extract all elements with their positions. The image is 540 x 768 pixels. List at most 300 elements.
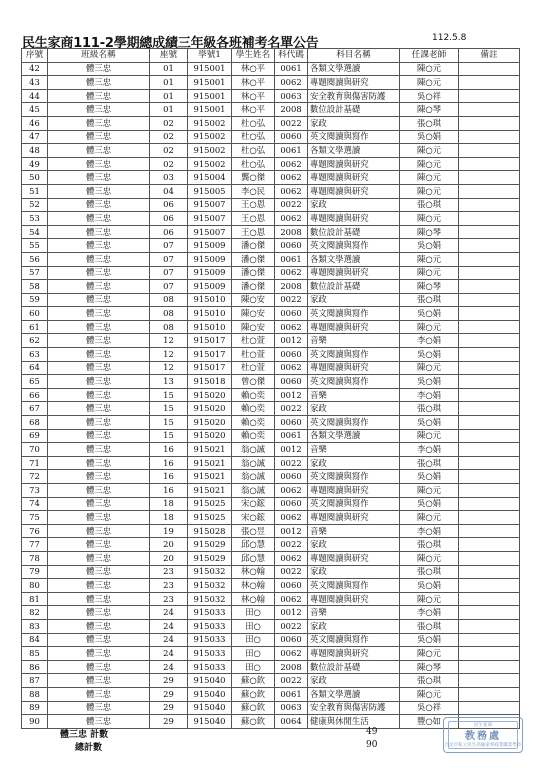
cell-class: 體三忠 (48, 456, 150, 470)
cell-subject-name: 專題閱讀與研究 (308, 361, 400, 375)
cell-subject-name: 英文閱讀與寫作 (308, 307, 400, 321)
cell-teacher: 陳○元 (400, 511, 459, 525)
cell-student-id: 915017 (188, 334, 232, 348)
cell-student-name: 林○翰 (232, 592, 275, 606)
table-row (22, 565, 520, 579)
cell-serial: 46 (22, 116, 48, 130)
cell-teacher: 陳○元 (400, 551, 459, 565)
col-header-remarks: 備註 (459, 49, 520, 63)
cell-serial: 54 (22, 225, 48, 239)
col-header-teacher: 任課老師 (400, 49, 459, 63)
cell-subject-code: 0012 (275, 388, 308, 402)
cell-remarks (459, 511, 520, 525)
table-row (22, 592, 520, 606)
cell-student-id: 915021 (188, 456, 232, 470)
cell-subject-name: 數位設計基礎 (308, 225, 400, 239)
cell-subject-code: 2008 (275, 280, 308, 294)
cell-serial: 57 (22, 266, 48, 280)
cell-student-name: 杜○弘 (232, 130, 275, 144)
cell-class: 體三忠 (48, 225, 150, 239)
cell-teacher: 陳○元 (400, 144, 459, 158)
cell-remarks (459, 198, 520, 212)
cell-student-id: 915017 (188, 361, 232, 375)
cell-student-id: 915010 (188, 320, 232, 334)
cell-teacher: 陳○元 (400, 252, 459, 266)
cell-class: 體三忠 (48, 470, 150, 484)
cell-teacher: 陳○元 (400, 62, 459, 76)
cell-student-name: 賴○奕 (232, 388, 275, 402)
cell-seat: 08 (150, 293, 188, 307)
col-header-student-id: 學號1 (188, 49, 232, 63)
cell-subject-name: 專題閱讀與研究 (308, 551, 400, 565)
cell-seat: 06 (150, 198, 188, 212)
cell-serial: 88 (22, 687, 48, 701)
cell-teacher: 李○娟 (400, 443, 459, 457)
cell-serial: 62 (22, 334, 48, 348)
cell-student-name: 翁○誠 (232, 470, 275, 484)
cell-seat: 12 (150, 361, 188, 375)
cell-teacher: 李○娟 (400, 334, 459, 348)
cell-student-id: 915001 (188, 62, 232, 76)
cell-serial: 55 (22, 239, 48, 253)
cell-remarks (459, 89, 520, 103)
cell-teacher: 陳○元 (400, 484, 459, 498)
cell-class: 體三忠 (48, 157, 150, 171)
cell-serial: 48 (22, 144, 48, 158)
cell-student-id: 915007 (188, 225, 232, 239)
cell-class: 體三忠 (48, 130, 150, 144)
cell-subject-name: 音樂 (308, 334, 400, 348)
cell-class: 體三忠 (48, 565, 150, 579)
cell-subject-name: 專題閱讀與研究 (308, 647, 400, 661)
cell-serial: 42 (22, 62, 48, 76)
cell-student-name: 蘇○欽 (232, 701, 275, 715)
cell-serial: 79 (22, 565, 48, 579)
cell-student-name: 蘇○欽 (232, 687, 275, 701)
cell-serial: 83 (22, 619, 48, 633)
cell-serial: 44 (22, 89, 48, 103)
cell-seat: 12 (150, 348, 188, 362)
cell-seat: 29 (150, 687, 188, 701)
cell-teacher: 吳○祥 (400, 89, 459, 103)
cell-seat: 24 (150, 633, 188, 647)
cell-seat: 07 (150, 280, 188, 294)
cell-remarks (459, 361, 520, 375)
cell-seat: 12 (150, 334, 188, 348)
cell-seat: 03 (150, 171, 188, 185)
cell-student-name: 賴○奕 (232, 429, 275, 443)
cell-remarks (459, 348, 520, 362)
cell-student-id: 915002 (188, 144, 232, 158)
cell-student-id: 915032 (188, 565, 232, 579)
cell-student-id: 915009 (188, 266, 232, 280)
cell-subject-code: 0060 (275, 579, 308, 593)
cell-subject-code: 0012 (275, 334, 308, 348)
cell-remarks (459, 252, 520, 266)
cell-subject-code: 0062 (275, 320, 308, 334)
cell-subject-code: 0062 (275, 266, 308, 280)
table-header-row (22, 49, 520, 63)
cell-remarks (459, 334, 520, 348)
table-row (22, 89, 520, 103)
cell-remarks (459, 388, 520, 402)
cell-student-name: 蘇○欽 (232, 715, 275, 729)
cell-subject-name: 家政 (308, 674, 400, 688)
cell-serial: 53 (22, 212, 48, 226)
cell-class: 體三忠 (48, 619, 150, 633)
cell-teacher: 吳○娟 (400, 348, 459, 362)
cell-seat: 29 (150, 715, 188, 729)
cell-seat: 01 (150, 62, 188, 76)
cell-teacher: 張○琪 (400, 198, 459, 212)
cell-subject-name: 各類文學選讀 (308, 144, 400, 158)
cell-class: 體三忠 (48, 144, 150, 158)
cell-student-name: 李○民 (232, 184, 275, 198)
cell-student-name: 王○恩 (232, 225, 275, 239)
table-row (22, 239, 520, 253)
cell-seat: 24 (150, 660, 188, 674)
table-body (22, 62, 520, 728)
cell-teacher: 張○琪 (400, 402, 459, 416)
cell-serial: 65 (22, 375, 48, 389)
cell-teacher: 陳○元 (400, 429, 459, 443)
cell-student-id: 915002 (188, 130, 232, 144)
table-row (22, 402, 520, 416)
cell-teacher: 陳○琴 (400, 280, 459, 294)
cell-subject-name: 專題閱讀與研究 (308, 320, 400, 334)
cell-seat: 06 (150, 212, 188, 226)
cell-subject-code: 0063 (275, 701, 308, 715)
cell-class: 體三忠 (48, 252, 150, 266)
cell-student-id: 915025 (188, 511, 232, 525)
table-row (22, 647, 520, 661)
table-row (22, 62, 520, 76)
cell-class: 體三忠 (48, 62, 150, 76)
cell-class: 體三忠 (48, 606, 150, 620)
cell-subject-name: 英文閱讀與寫作 (308, 633, 400, 647)
cell-student-name: 陳○安 (232, 307, 275, 321)
cell-subject-name: 各類文學選讀 (308, 252, 400, 266)
table-row (22, 660, 520, 674)
cell-serial: 59 (22, 293, 48, 307)
table-row (22, 524, 520, 538)
cell-student-id: 915021 (188, 484, 232, 498)
cell-subject-code: 0061 (275, 144, 308, 158)
cell-teacher: 吳○娟 (400, 470, 459, 484)
cell-subject-code: 2008 (275, 103, 308, 117)
cell-subject-code: 0060 (275, 470, 308, 484)
table-row (22, 551, 520, 565)
cell-seat: 29 (150, 701, 188, 715)
office-seal-stamp (443, 717, 523, 753)
cell-remarks (459, 701, 520, 715)
table-row (22, 633, 520, 647)
cell-student-name: 林○平 (232, 62, 275, 76)
cell-serial: 90 (22, 715, 48, 729)
cell-seat: 19 (150, 524, 188, 538)
cell-serial: 73 (22, 484, 48, 498)
cell-serial: 58 (22, 280, 48, 294)
cell-serial: 67 (22, 402, 48, 416)
cell-student-id: 915025 (188, 497, 232, 511)
cell-student-id: 915020 (188, 416, 232, 430)
cell-student-name: 潘○傑 (232, 280, 275, 294)
cell-serial: 77 (22, 538, 48, 552)
cell-class: 體三忠 (48, 511, 150, 525)
cell-seat: 07 (150, 252, 188, 266)
cell-subject-code: 0022 (275, 293, 308, 307)
cell-subject-name: 數位設計基礎 (308, 660, 400, 674)
cell-subject-code: 0061 (275, 429, 308, 443)
cell-remarks (459, 443, 520, 457)
cell-teacher: 李○娟 (400, 606, 459, 620)
cell-subject-code: 0022 (275, 674, 308, 688)
cell-seat: 15 (150, 402, 188, 416)
cell-student-id: 915029 (188, 538, 232, 552)
cell-seat: 16 (150, 484, 188, 498)
cell-remarks (459, 293, 520, 307)
cell-student-name: 杜○萱 (232, 348, 275, 362)
seal-main-text: 教務處 (465, 731, 501, 742)
cell-subject-name: 健康與休閒生活 (308, 715, 400, 729)
cell-seat: 18 (150, 511, 188, 525)
cell-teacher: 張○琪 (400, 674, 459, 688)
cell-seat: 08 (150, 320, 188, 334)
cell-student-id: 915029 (188, 551, 232, 565)
cell-teacher: 張○琪 (400, 619, 459, 633)
cell-teacher: 吳○娟 (400, 130, 459, 144)
cell-teacher: 李○娟 (400, 524, 459, 538)
cell-serial: 85 (22, 647, 48, 661)
cell-remarks (459, 660, 520, 674)
cell-serial: 52 (22, 198, 48, 212)
cell-student-name: 陳○安 (232, 293, 275, 307)
cell-subject-code: 0022 (275, 565, 308, 579)
cell-student-name: 杜○萱 (232, 334, 275, 348)
cell-subject-code: 0012 (275, 524, 308, 538)
cell-class: 體三忠 (48, 307, 150, 321)
cell-subject-name: 專題閱讀與研究 (308, 511, 400, 525)
cell-serial: 80 (22, 579, 48, 593)
cell-teacher: 張○琪 (400, 565, 459, 579)
table-row (22, 674, 520, 688)
cell-class: 體三忠 (48, 484, 150, 498)
cell-seat: 16 (150, 443, 188, 457)
table-row (22, 429, 520, 443)
cell-subject-code: 0060 (275, 497, 308, 511)
cell-serial: 66 (22, 388, 48, 402)
cell-subject-name: 家政 (308, 565, 400, 579)
cell-subject-name: 專題閱讀與研究 (308, 212, 400, 226)
cell-subject-name: 專題閱讀與研究 (308, 157, 400, 171)
announcement-date: 112.5.8 (432, 33, 467, 43)
cell-subject-name: 音樂 (308, 524, 400, 538)
cell-subject-code: 0062 (275, 361, 308, 375)
cell-serial: 51 (22, 184, 48, 198)
cell-seat: 15 (150, 388, 188, 402)
cell-student-id: 915040 (188, 687, 232, 701)
table-row (22, 157, 520, 171)
cell-seat: 02 (150, 116, 188, 130)
cell-seat: 23 (150, 579, 188, 593)
cell-seat: 15 (150, 429, 188, 443)
cell-subject-code: 0022 (275, 619, 308, 633)
cell-student-name: 林○翰 (232, 565, 275, 579)
cell-student-id: 915032 (188, 579, 232, 593)
cell-student-id: 915033 (188, 619, 232, 633)
cell-class: 體三忠 (48, 76, 150, 90)
cell-remarks (459, 307, 520, 321)
cell-student-id: 915018 (188, 375, 232, 389)
cell-seat: 01 (150, 89, 188, 103)
cell-student-id: 915040 (188, 715, 232, 729)
cell-student-id: 915002 (188, 116, 232, 130)
cell-student-name: 翁○誠 (232, 443, 275, 457)
cell-seat: 24 (150, 606, 188, 620)
cell-serial: 69 (22, 429, 48, 443)
col-header-class: 班級名稱 (48, 49, 150, 63)
cell-remarks (459, 633, 520, 647)
col-header-serial: 序號 (22, 49, 48, 63)
cell-student-name: 賴○奕 (232, 416, 275, 430)
makeup-exam-table (21, 48, 520, 729)
cell-student-name: 林○平 (232, 89, 275, 103)
cell-remarks (459, 116, 520, 130)
cell-remarks (459, 484, 520, 498)
cell-subject-code: 2008 (275, 660, 308, 674)
cell-subject-code: 0022 (275, 538, 308, 552)
cell-student-id: 915005 (188, 184, 232, 198)
page-title: 民生家商111-2學期總成績三年級各班補考名單公告 (22, 36, 319, 51)
cell-subject-name: 各類文學選讀 (308, 687, 400, 701)
cell-class: 體三忠 (48, 551, 150, 565)
cell-subject-name: 英文閱讀與寫作 (308, 348, 400, 362)
cell-remarks (459, 130, 520, 144)
cell-subject-name: 專題閱讀與研究 (308, 171, 400, 185)
cell-subject-name: 家政 (308, 198, 400, 212)
cell-subject-name: 英文閱讀與寫作 (308, 239, 400, 253)
cell-subject-code: 2008 (275, 225, 308, 239)
cell-subject-name: 英文閱讀與寫作 (308, 375, 400, 389)
table-row (22, 280, 520, 294)
cell-teacher: 陳○元 (400, 687, 459, 701)
cell-student-name: 田○ (232, 647, 275, 661)
cell-teacher: 陳○琴 (400, 225, 459, 239)
cell-seat: 24 (150, 647, 188, 661)
cell-student-name: 蘇○欽 (232, 674, 275, 688)
cell-subject-code: 0061 (275, 62, 308, 76)
cell-remarks (459, 416, 520, 430)
cell-teacher: 李○娟 (400, 388, 459, 402)
cell-remarks (459, 212, 520, 226)
cell-subject-code: 0062 (275, 647, 308, 661)
cell-subject-name: 專題閱讀與研究 (308, 184, 400, 198)
cell-serial: 75 (22, 511, 48, 525)
cell-seat: 16 (150, 470, 188, 484)
cell-subject-code: 0022 (275, 456, 308, 470)
cell-seat: 02 (150, 144, 188, 158)
table-row (22, 103, 520, 117)
table-row (22, 470, 520, 484)
cell-seat: 15 (150, 416, 188, 430)
cell-class: 體三忠 (48, 348, 150, 362)
cell-teacher: 張○琪 (400, 456, 459, 470)
cell-class: 體三忠 (48, 674, 150, 688)
cell-student-id: 915021 (188, 470, 232, 484)
cell-seat: 23 (150, 565, 188, 579)
cell-teacher: 陳○元 (400, 184, 459, 198)
table-row (22, 497, 520, 511)
table-row (22, 212, 520, 226)
cell-student-id: 915040 (188, 674, 232, 688)
cell-class: 體三忠 (48, 89, 150, 103)
cell-class: 體三忠 (48, 388, 150, 402)
cell-subject-name: 英文閱讀與寫作 (308, 497, 400, 511)
cell-student-id: 915028 (188, 524, 232, 538)
table-row (22, 456, 520, 470)
cell-remarks (459, 524, 520, 538)
cell-seat: 08 (150, 307, 188, 321)
cell-subject-code: 0062 (275, 212, 308, 226)
cell-subject-code: 0062 (275, 511, 308, 525)
cell-seat: 18 (150, 497, 188, 511)
cell-student-name: 陳○安 (232, 320, 275, 334)
cell-teacher: 陳○琴 (400, 103, 459, 117)
table-row (22, 348, 520, 362)
table-row (22, 511, 520, 525)
cell-class: 體三忠 (48, 334, 150, 348)
cell-seat: 20 (150, 551, 188, 565)
cell-student-id: 915020 (188, 429, 232, 443)
table-row (22, 225, 520, 239)
cell-class: 體三忠 (48, 579, 150, 593)
cell-seat: 04 (150, 184, 188, 198)
cell-seat: 23 (150, 592, 188, 606)
cell-remarks (459, 225, 520, 239)
cell-serial: 86 (22, 660, 48, 674)
cell-remarks (459, 171, 520, 185)
table-row (22, 606, 520, 620)
cell-subject-code: 0064 (275, 715, 308, 729)
table-row (22, 375, 520, 389)
cell-serial: 71 (22, 456, 48, 470)
table-row (22, 619, 520, 633)
cell-student-id: 915009 (188, 252, 232, 266)
cell-subject-code: 0060 (275, 239, 308, 253)
cell-subject-code: 0062 (275, 551, 308, 565)
cell-subject-name: 專題閱讀與研究 (308, 76, 400, 90)
cell-class: 體三忠 (48, 198, 150, 212)
cell-serial: 87 (22, 674, 48, 688)
cell-serial: 89 (22, 701, 48, 715)
cell-student-name: 龔○傑 (232, 171, 275, 185)
table-row (22, 416, 520, 430)
total-count-value: 90 (366, 740, 378, 750)
table-row (22, 293, 520, 307)
cell-class: 體三忠 (48, 701, 150, 715)
cell-seat: 01 (150, 76, 188, 90)
cell-student-name: 翁○誠 (232, 456, 275, 470)
cell-subject-name: 英文閱讀與寫作 (308, 130, 400, 144)
cell-subject-code: 0060 (275, 348, 308, 362)
cell-teacher: 張○琪 (400, 116, 459, 130)
cell-teacher: 陳○元 (400, 76, 459, 90)
cell-teacher: 吳○娟 (400, 239, 459, 253)
cell-serial: 45 (22, 103, 48, 117)
cell-teacher: 吳○娟 (400, 416, 459, 430)
cell-subject-name: 家政 (308, 293, 400, 307)
class-count-label: 體三忠 計數 (60, 730, 109, 740)
